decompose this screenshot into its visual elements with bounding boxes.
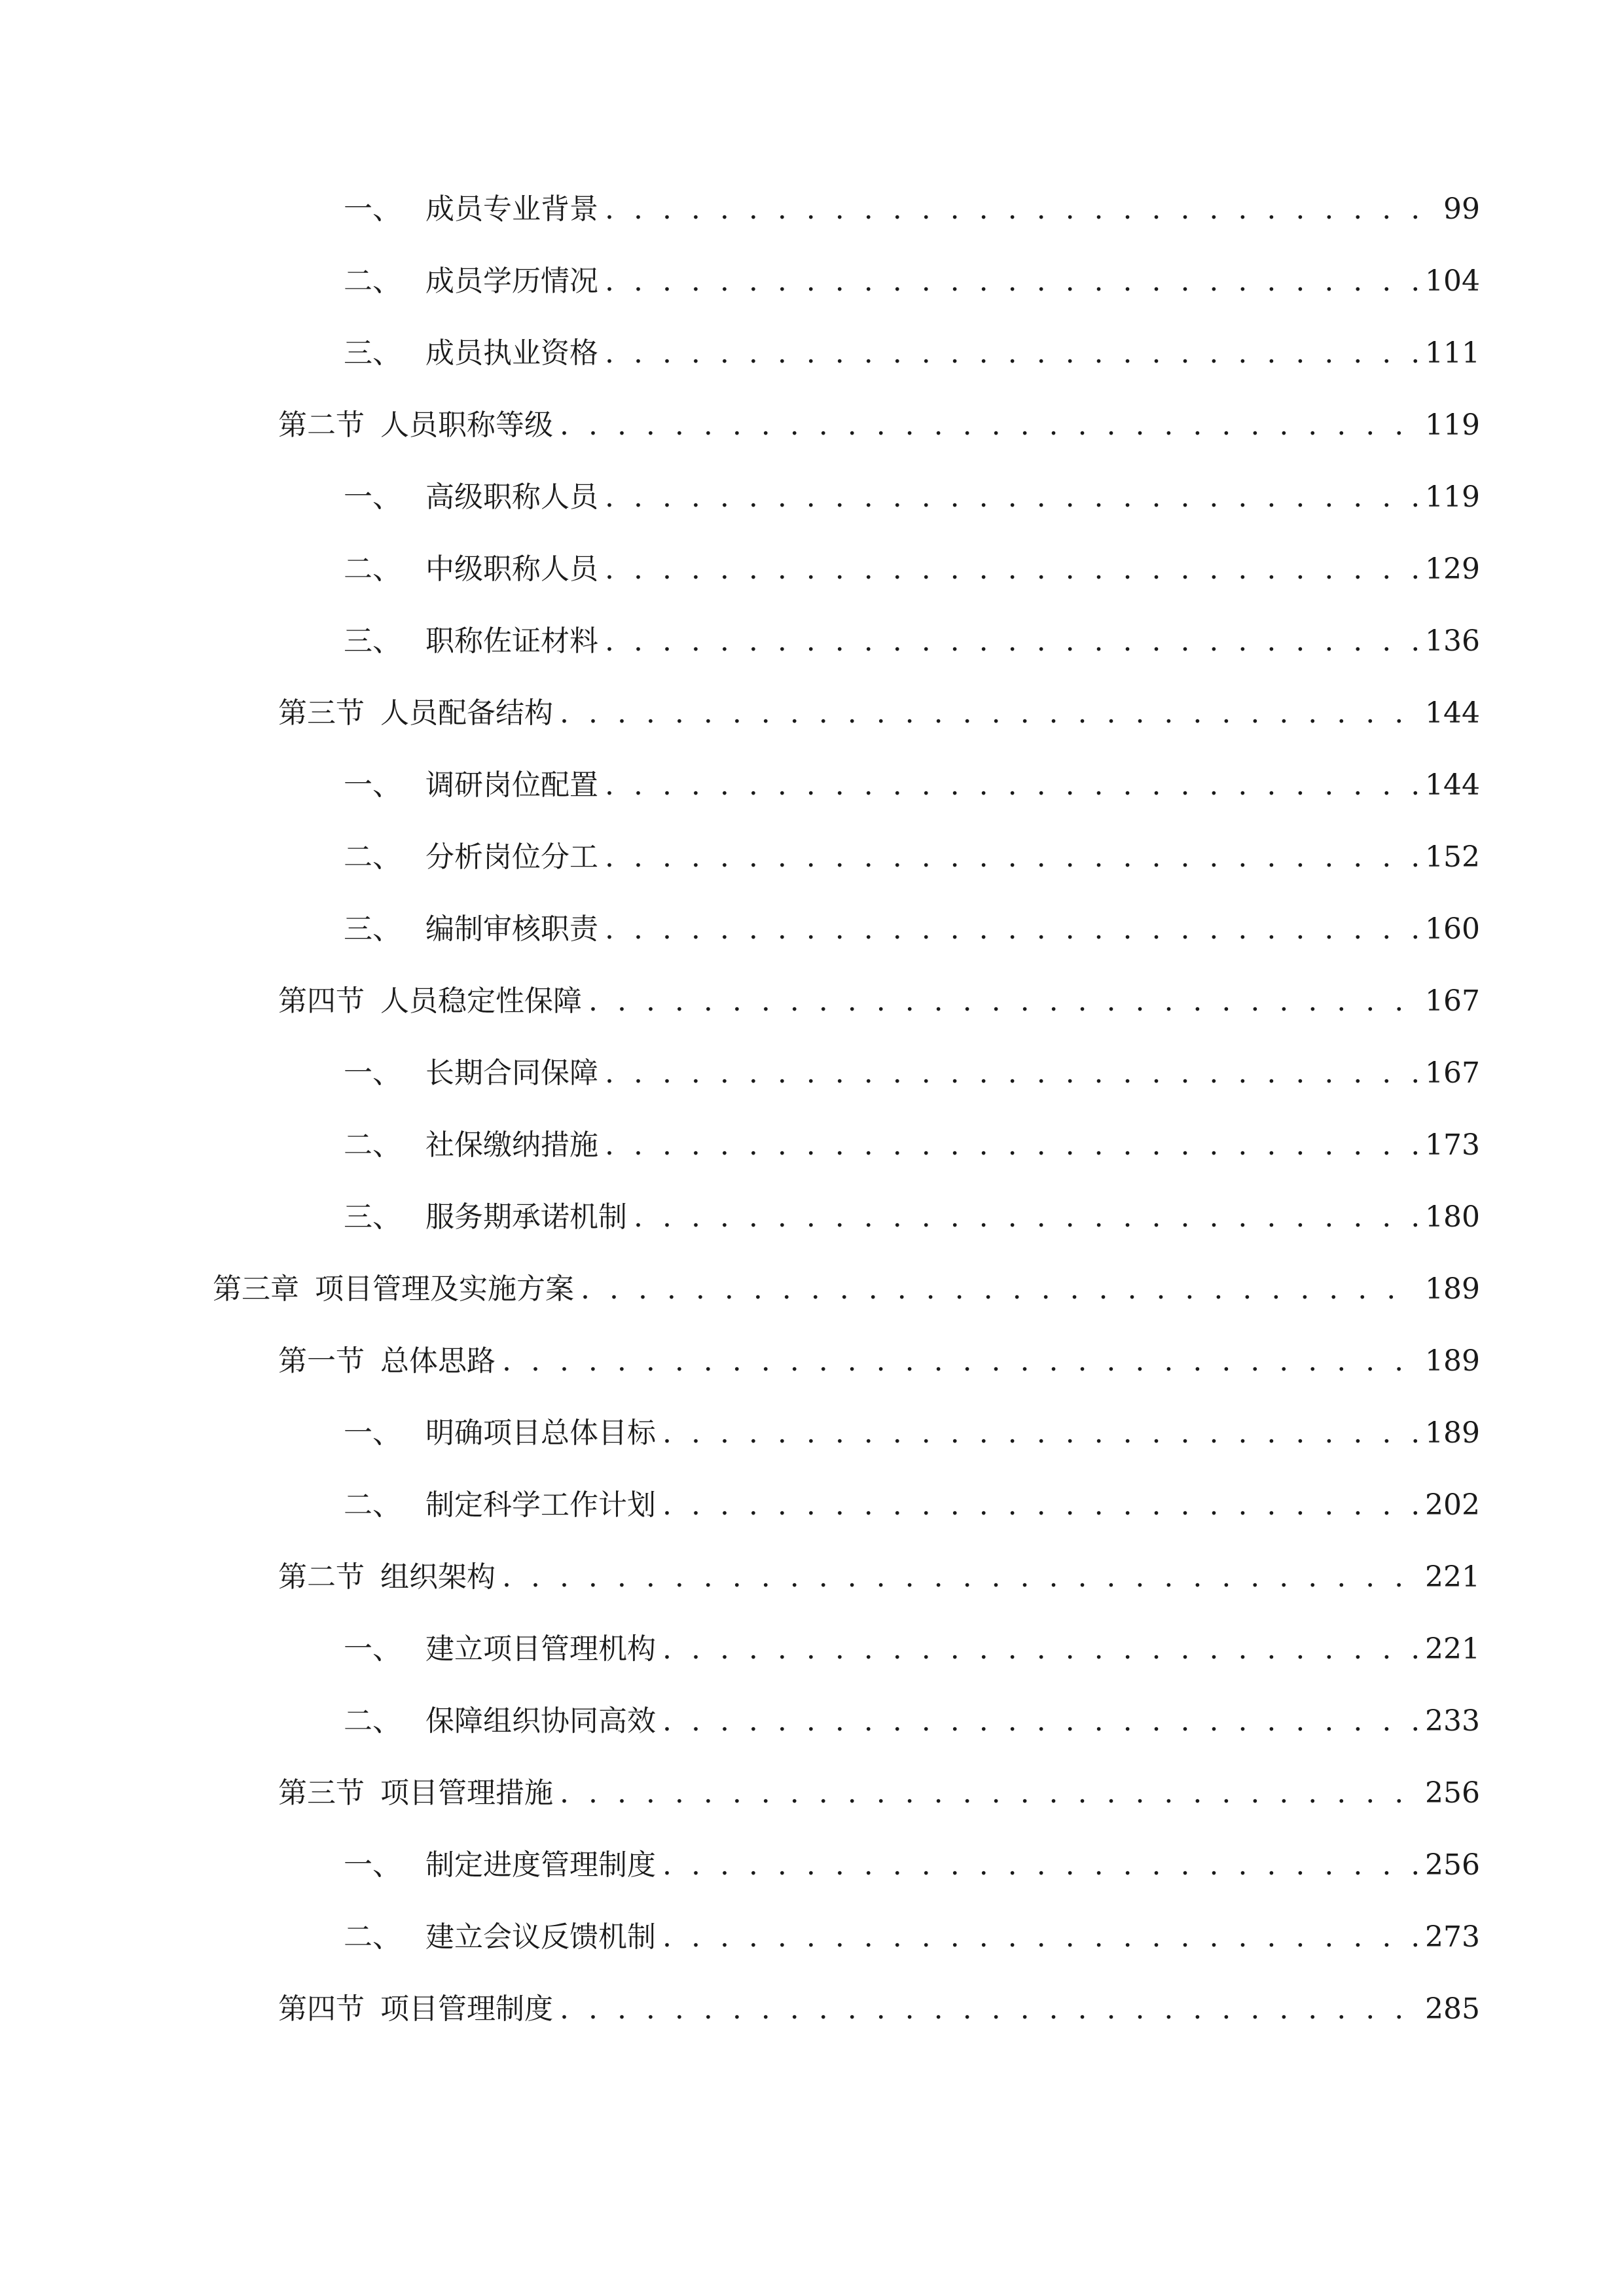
toc-entry-number: 第三节 — [278, 696, 365, 730]
toc-entry-chapter[interactable] — [213, 1263, 1480, 1309]
toc-dot-leader — [560, 694, 1417, 733]
toc-entry-page-number: 119 — [1425, 408, 1480, 442]
toc-dot-leader — [605, 1126, 1417, 1165]
toc-dot-leader — [605, 766, 1417, 805]
toc-entry-number: 一、 — [344, 1056, 401, 1090]
toc-entry-title: 建立会议反馈机制 — [425, 1920, 656, 1954]
toc-entry-section[interactable] — [278, 975, 1480, 1021]
toc-dot-leader — [605, 478, 1417, 517]
toc-entry-title: 分析岗位分工 — [425, 840, 598, 874]
toc-entry-title: 项目管理制度 — [380, 1992, 553, 2026]
toc-entry-title: 制定进度管理制度 — [425, 1848, 656, 1882]
toc-dot-leader — [605, 190, 1435, 229]
toc-dot-leader — [502, 1558, 1417, 1597]
toc-entry-number: 二、 — [344, 1920, 401, 1954]
toc-entry-number: 第三节 — [278, 1776, 365, 1810]
toc-dot-leader — [605, 622, 1417, 661]
toc-entry-page-number: 173 — [1425, 1128, 1480, 1162]
toc-entry-page-number: 144 — [1425, 768, 1480, 802]
toc-entry-item[interactable] — [344, 327, 1480, 373]
toc-entry-page-number: 202 — [1425, 1488, 1480, 1522]
toc-dot-leader — [605, 910, 1417, 949]
toc-entry-title: 成员学历情况 — [425, 264, 598, 298]
toc-entry-page-number: 221 — [1425, 1632, 1480, 1666]
toc-entry-item[interactable] — [344, 1623, 1480, 1669]
toc-entry-section[interactable] — [278, 1767, 1480, 1813]
toc-entry-page-number: 119 — [1425, 480, 1480, 514]
toc-entry-title: 人员配备结构 — [380, 696, 553, 730]
toc-entry-page-number: 233 — [1425, 1704, 1480, 1738]
toc-dot-leader — [634, 1198, 1417, 1237]
toc-entry-number: 第四节 — [278, 1992, 365, 2026]
toc-entry-title: 成员执业资格 — [425, 336, 598, 370]
toc-entry-item[interactable] — [344, 1407, 1480, 1453]
toc-dot-leader — [662, 1702, 1417, 1741]
toc-entry-item[interactable] — [344, 1839, 1480, 1885]
toc-entry-page-number: 144 — [1425, 696, 1480, 730]
toc-entry-number: 第三章 — [213, 1272, 299, 1306]
toc-entry-page-number: 99 — [1443, 192, 1480, 226]
toc-entry-page-number: 167 — [1425, 984, 1480, 1018]
toc-entry-title: 人员稳定性保障 — [380, 984, 582, 1018]
toc-entry-page-number: 167 — [1425, 1056, 1480, 1090]
toc-dot-leader — [560, 1990, 1417, 2029]
toc-entry-title: 中级职称人员 — [425, 552, 598, 586]
toc-entry-number: 第一节 — [278, 1344, 365, 1378]
toc-dot-leader — [662, 1918, 1417, 1957]
toc-entry-page-number: 111 — [1425, 336, 1480, 370]
toc-entry-item[interactable] — [344, 1047, 1480, 1093]
toc-entry-title: 高级职称人员 — [425, 480, 598, 514]
toc-entry-section[interactable] — [278, 1983, 1480, 2029]
toc-entry-title: 建立项目管理机构 — [425, 1632, 656, 1666]
toc-entry-number: 一、 — [344, 1632, 401, 1666]
toc-entry-number: 一、 — [344, 1416, 401, 1450]
toc-entry-number: 三、 — [344, 1200, 401, 1234]
toc-entry-section[interactable] — [278, 1551, 1480, 1597]
toc-entry-item[interactable] — [344, 1191, 1480, 1237]
toc-entry-page-number: 189 — [1425, 1272, 1480, 1306]
toc-entry-item[interactable] — [344, 1119, 1480, 1165]
toc-entry-title: 社保缴纳措施 — [425, 1128, 598, 1162]
toc-entry-title: 人员职称等级 — [380, 408, 553, 442]
toc-dot-leader — [560, 406, 1417, 445]
toc-entry-page-number: 136 — [1425, 624, 1480, 658]
toc-entry-title: 长期合同保障 — [425, 1056, 598, 1090]
toc-entry-page-number: 285 — [1425, 1992, 1480, 2026]
toc-entry-page-number: 273 — [1425, 1920, 1480, 1954]
toc-entry-page-number: 189 — [1425, 1344, 1480, 1378]
toc-entry-number: 第四节 — [278, 984, 365, 1018]
toc-entry-number: 一、 — [344, 768, 401, 802]
toc-entry-number: 第二节 — [278, 408, 365, 442]
toc-entry-item[interactable] — [344, 1911, 1480, 1957]
toc-dot-leader — [605, 1054, 1417, 1093]
toc-entry-title: 保障组织协同高效 — [425, 1704, 656, 1738]
toc-entry-section[interactable] — [278, 1335, 1480, 1381]
toc-dot-leader — [605, 550, 1417, 589]
toc-entry-title: 项目管理措施 — [380, 1776, 553, 1810]
toc-entry-section[interactable] — [278, 687, 1480, 733]
toc-entry-page-number: 189 — [1425, 1416, 1480, 1450]
toc-dot-leader — [560, 1774, 1417, 1813]
toc-entry-number: 一、 — [344, 192, 401, 226]
toc-entry-title: 总体思路 — [380, 1344, 496, 1378]
toc-dot-leader — [662, 1846, 1417, 1885]
toc-entry-title: 编制审核职责 — [425, 912, 598, 946]
toc-entry-item[interactable] — [344, 471, 1480, 517]
toc-entry-number: 第二节 — [278, 1560, 365, 1594]
toc-entry-page-number: 256 — [1425, 1848, 1480, 1882]
toc-entry-title: 职称佐证材料 — [425, 624, 598, 658]
toc-entry-page-number: 129 — [1425, 552, 1480, 586]
toc-entry-page-number: 256 — [1425, 1776, 1480, 1810]
toc-entry-number: 二、 — [344, 840, 401, 874]
toc-entry-section[interactable] — [278, 399, 1480, 445]
toc-entry-item[interactable] — [344, 615, 1480, 661]
toc-dot-leader — [581, 1270, 1417, 1309]
toc-dot-leader — [662, 1486, 1417, 1525]
toc-entry-item[interactable] — [344, 831, 1480, 877]
toc-entry-number: 一、 — [344, 1848, 401, 1882]
toc-dot-leader — [605, 262, 1417, 301]
toc-dot-leader — [605, 334, 1417, 373]
toc-entry-item[interactable] — [344, 255, 1480, 301]
toc-entry-number: 二、 — [344, 264, 401, 298]
toc-entry-item[interactable] — [344, 183, 1480, 229]
toc-entry-item[interactable] — [344, 1479, 1480, 1525]
toc-entry-page-number: 180 — [1425, 1200, 1480, 1234]
toc-dot-leader — [588, 982, 1417, 1021]
toc-entry-number: 三、 — [344, 912, 401, 946]
toc-entry-number: 二、 — [344, 1488, 401, 1522]
toc-dot-leader — [605, 838, 1417, 877]
toc-entry-title: 明确项目总体目标 — [425, 1416, 656, 1450]
toc-dot-leader — [662, 1414, 1417, 1453]
toc-entry-page-number: 104 — [1425, 264, 1480, 298]
toc-entry-number: 三、 — [344, 336, 401, 370]
toc-entry-item[interactable] — [344, 1695, 1480, 1741]
toc-entry-page-number: 221 — [1425, 1560, 1480, 1594]
toc-entry-title: 制定科学工作计划 — [425, 1488, 656, 1522]
toc-dot-leader — [502, 1342, 1417, 1381]
toc-entry-item[interactable] — [344, 903, 1480, 949]
toc-entry-number: 一、 — [344, 480, 401, 514]
toc-entry-title: 组织架构 — [380, 1560, 496, 1594]
toc-entry-item[interactable] — [344, 543, 1480, 589]
toc-entry-title: 服务期承诺机制 — [425, 1200, 627, 1234]
toc-entry-page-number: 152 — [1425, 840, 1480, 874]
toc-entry-title: 调研岗位配置 — [425, 768, 598, 802]
toc-entry-number: 二、 — [344, 1704, 401, 1738]
toc-entry-page-number: 160 — [1425, 912, 1480, 946]
toc-entry-title: 项目管理及实施方案 — [315, 1272, 574, 1306]
toc-entry-number: 二、 — [344, 552, 401, 586]
toc-dot-leader — [662, 1630, 1417, 1669]
toc-entry-number: 二、 — [344, 1128, 401, 1162]
toc-entry-title: 成员专业背景 — [425, 192, 598, 226]
toc-entry-number: 三、 — [344, 624, 401, 658]
toc-entry-item[interactable] — [344, 759, 1480, 805]
